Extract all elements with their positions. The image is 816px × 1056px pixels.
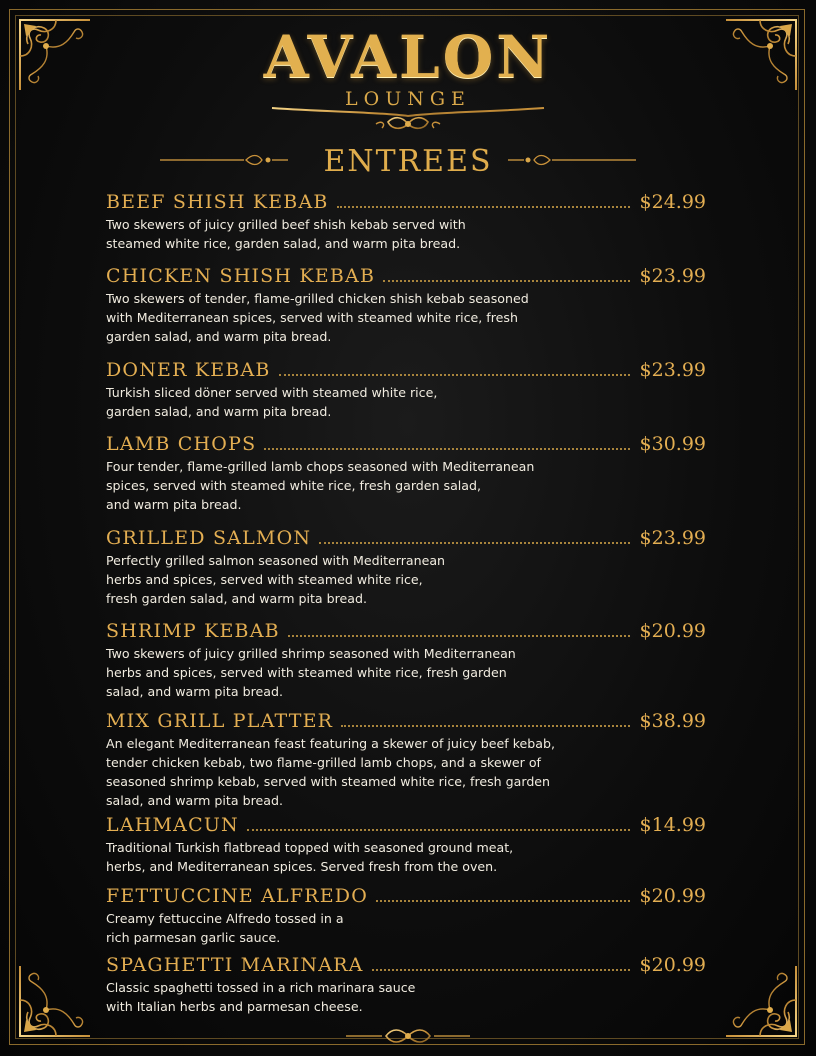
item-header [106, 262, 706, 288]
item-name: SPAGHETTI MARINARA [106, 954, 364, 976]
dot-leader [288, 635, 630, 637]
item-price: $38.99 [639, 710, 706, 732]
item-description: Perfectly grilled salmon seasoned with Mediterranean herbs and spices, served with steamed white rice, fresh garden salad, and warm pita bread. [106, 553, 446, 606]
menu-item-grilled-salmon [106, 524, 706, 608]
item-name: SHRIMP KEBAB [106, 620, 280, 642]
item-price: $23.99 [639, 265, 706, 287]
menu-item-lahmacun [106, 811, 706, 876]
dot-leader [337, 206, 630, 208]
item-header [106, 811, 706, 837]
item-header [106, 617, 706, 643]
item-description: An elegant Mediterranean feast featuring a skewer of juicy beef kebab, tender chicken kebab, two flame-grilled lamb chops, and a skewer of seasoned shrimp kebab, served with steamed white rice, fresh garden salad, and warm pita bread. [106, 736, 556, 808]
item-description: Four tender, flame-grilled lamb chops seasoned with Mediterranean spices, served with steamed white rice, fresh garden salad, and warm pita bread. [106, 459, 535, 512]
item-name: DONER KEBAB [106, 359, 271, 381]
item-price: $30.99 [639, 433, 706, 455]
ornamental-divider-icon [506, 152, 636, 168]
flourish-corner-icon [722, 962, 800, 1040]
menu-item-doner-kebab [106, 356, 706, 421]
brand-subtitle: LOUNGE [345, 88, 471, 110]
dot-leader [383, 280, 629, 282]
item-price: $23.99 [639, 527, 706, 549]
dot-leader [372, 969, 630, 971]
brand-title: AVALON [263, 23, 553, 91]
item-price: $20.99 [639, 954, 706, 976]
flourish-corner-icon [16, 962, 94, 1040]
item-price: $24.99 [639, 191, 706, 213]
item-name: GRILLED SALMON [106, 527, 312, 549]
item-header [106, 882, 706, 908]
item-name: LAHMACUN [106, 814, 239, 836]
item-header [106, 356, 706, 382]
item-description: Classic spaghetti tossed in a rich marinara sauce with Italian herbs and parmesan cheese. [106, 980, 416, 1014]
item-header [106, 430, 706, 456]
item-price: $14.99 [639, 814, 706, 836]
item-header [106, 707, 706, 733]
item-description: Two skewers of juicy grilled shrimp seasoned with Mediterranean herbs and spices, served with steamed white rice, fresh garden salad, and warm pita bread. [106, 646, 516, 699]
item-name: BEEF SHISH KEBAB [106, 191, 329, 213]
item-name: LAMB CHOPS [106, 433, 257, 455]
item-name: CHICKEN SHISH KEBAB [106, 265, 376, 287]
ornamental-divider-icon [268, 98, 548, 140]
dot-leader [341, 725, 629, 727]
dot-leader [376, 900, 630, 902]
item-price: $20.99 [639, 885, 706, 907]
item-name: MIX GRILL PLATTER [106, 710, 334, 732]
item-description: Traditional Turkish flatbread topped with seasoned ground meat, herbs, and Mediterranean spices. Served fresh from the oven. [106, 840, 514, 874]
menu-item-fettuccine-alfredo [106, 882, 706, 947]
item-header [106, 951, 706, 977]
menu-item-chicken-shish-kebab [106, 262, 706, 346]
item-price: $23.99 [639, 359, 706, 381]
item-description: Creamy fettuccine Alfredo tossed in a rich parmesan garlic sauce. [106, 911, 344, 945]
item-description: Two skewers of juicy grilled beef shish kebab served with steamed white rice, garden salad, and warm pita bread. [106, 217, 466, 251]
menu-item-lamb-chops [106, 430, 706, 514]
section-title: ENTREES [323, 144, 493, 179]
menu-item-shrimp-kebab [106, 617, 706, 701]
menu-item-mix-grill-platter [106, 707, 706, 810]
item-description: Turkish sliced döner served with steamed white rice, garden salad, and warm pita bread. [106, 385, 438, 419]
ornamental-divider-icon [346, 1022, 470, 1050]
dot-leader [319, 542, 629, 544]
dot-leader [264, 448, 629, 450]
dot-leader [279, 374, 630, 376]
item-price: $20.99 [639, 620, 706, 642]
item-name: FETTUCCINE ALFREDO [106, 885, 368, 907]
dot-leader [247, 829, 630, 831]
item-header [106, 188, 706, 214]
menu-item-spaghetti-marinara [106, 951, 706, 1016]
item-header [106, 524, 706, 550]
item-description: Two skewers of tender, flame-grilled chicken shish kebab seasoned with Mediterranean spices, served with steamed white rice, fresh garden salad, and warm pita bread. [106, 291, 529, 344]
menu-item-beef-shish-kebab [106, 188, 706, 253]
